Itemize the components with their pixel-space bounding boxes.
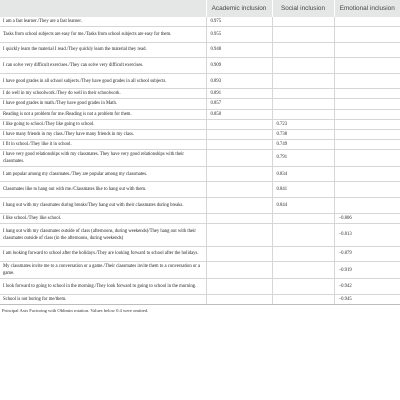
table-row <box>0 139 400 149</box>
table-row <box>0 279 400 295</box>
social-loading-cell <box>272 27 334 43</box>
table-row <box>0 119 400 129</box>
item-cell: My classmates invite me to a conversation or a game./Their classmates invite them to a conversation or a game. <box>0 262 206 279</box>
academic-loading-cell <box>206 223 272 246</box>
table-row <box>0 109 400 119</box>
emotional-loading-cell <box>334 119 400 129</box>
social-loading-cell <box>272 73 334 89</box>
emotional-loading-cell: −0.942 <box>334 279 400 295</box>
social-loading-cell <box>272 58 334 74</box>
social-loading-cell: 0.841 <box>272 182 334 198</box>
social-loading-cell <box>272 223 334 246</box>
item-cell: I have very good relationships with my classmates. They have very good relationships with their classmates. <box>0 149 206 166</box>
table-row <box>0 42 400 58</box>
item-cell: I am popular among my classmates./They are popular among my classmates. <box>0 166 206 182</box>
social-loading-cell <box>272 42 334 58</box>
emotional-loading-cell <box>334 129 400 139</box>
item-cell: I look forward to going to school in the morning./They look forward to going to school in the morning. <box>0 279 206 295</box>
table-row <box>0 27 400 43</box>
emotional-loading-cell: −0.945 <box>334 294 400 304</box>
emotional-loading-cell <box>334 17 400 27</box>
academic-loading-cell <box>206 262 272 279</box>
social-loading-cell: 0.791 <box>272 149 334 166</box>
table-row <box>0 197 400 213</box>
table-row <box>0 182 400 198</box>
table-row <box>0 213 400 223</box>
header-row <box>0 0 400 17</box>
academic-loading-cell: 0.955 <box>206 27 272 43</box>
social-loading-cell: 0.834 <box>272 166 334 182</box>
table-footnote: Principal Axis Factoring with Oblimin rotation. Values below 0.4 were omitted. <box>2 307 149 313</box>
table-row <box>0 129 400 139</box>
item-cell: I have many friends in my class./They have many friends in my class. <box>0 129 206 139</box>
social-loading-cell <box>272 17 334 27</box>
emotional-loading-cell: −0.879 <box>334 246 400 262</box>
academic-loading-cell: 0.975 <box>206 17 272 27</box>
academic-loading-cell: 0.850 <box>206 109 272 119</box>
item-cell: I like school./They like school. <box>0 213 206 223</box>
item-cell: I am a fast learner./They are a fast learner. <box>0 17 206 27</box>
academic-loading-cell: 0.891 <box>206 89 272 99</box>
social-loading-cell <box>272 99 334 109</box>
table-row <box>0 223 400 246</box>
emotional-loading-cell <box>334 139 400 149</box>
social-loading-cell <box>272 246 334 262</box>
item-cell: I have good grades in math./They have good grades in Math. <box>0 99 206 109</box>
academic-loading-cell <box>206 129 272 139</box>
header-social-inclusion: Social inclusion <box>272 0 334 17</box>
emotional-loading-cell <box>334 197 400 213</box>
item-cell: Classmates like to hang out with me./Classmates like to hang out with them. <box>0 182 206 198</box>
academic-loading-cell <box>206 119 272 129</box>
item-cell: I hang out with my classmates during breaks/They hang out with their classmates during breaks. <box>0 197 206 213</box>
emotional-loading-cell <box>334 27 400 43</box>
header-academic-inclusion: Academic inclusion <box>206 0 272 17</box>
emotional-loading-cell <box>334 149 400 166</box>
table-row <box>0 246 400 262</box>
academic-loading-cell <box>206 166 272 182</box>
table-row <box>0 58 400 74</box>
item-cell: School is not boring for me/them. <box>0 294 206 304</box>
table-row <box>0 262 400 279</box>
header-emotional-inclusion: Emotional inclusion <box>339 5 395 12</box>
social-loading-cell: 0.723 <box>272 119 334 129</box>
item-cell: I fit in school./They like it in school. <box>0 139 206 149</box>
social-loading-cell <box>272 262 334 279</box>
emotional-loading-cell <box>334 42 400 58</box>
item-cell: Reading is not a problem for me./Reading is not a problem for them. <box>0 109 206 119</box>
table-row <box>0 294 400 304</box>
social-loading-cell <box>272 89 334 99</box>
academic-loading-cell: 0.893 <box>206 73 272 89</box>
emotional-loading-cell: −0.813 <box>334 223 400 246</box>
emotional-loading-cell <box>334 89 400 99</box>
table-body <box>0 17 400 304</box>
item-cell: I have good grades in all school subjects./They have good grades in all school subjects. <box>0 73 206 89</box>
table-row <box>0 17 400 27</box>
social-loading-cell <box>272 109 334 119</box>
item-cell: I do well in my schoolwork./They do well in their schoolwork. <box>0 89 206 99</box>
social-loading-cell: 0.749 <box>272 139 334 149</box>
academic-loading-cell <box>206 139 272 149</box>
academic-loading-cell <box>206 197 272 213</box>
academic-loading-cell <box>206 279 272 295</box>
table-row <box>0 149 400 166</box>
emotional-loading-cell <box>334 182 400 198</box>
emotional-loading-cell <box>334 99 400 109</box>
academic-loading-cell <box>206 149 272 166</box>
emotional-loading-cell <box>334 73 400 89</box>
item-cell: I can solve very difficult exercises./They can solve very difficult exercises. <box>0 58 206 74</box>
table-row <box>0 166 400 182</box>
emotional-loading-cell <box>334 109 400 119</box>
item-cell: Tasks from school subjects are easy for me./Tasks from school subjects are easy for them. <box>0 27 206 43</box>
academic-loading-cell <box>206 294 272 304</box>
academic-loading-cell: 0.909 <box>206 58 272 74</box>
social-loading-cell <box>272 294 334 304</box>
item-cell: I quickly learn the material I read./They quickly learn the material they read. <box>0 42 206 58</box>
academic-loading-cell: 0.948 <box>206 42 272 58</box>
table-header <box>0 0 400 17</box>
academic-loading-cell <box>206 182 272 198</box>
social-loading-cell: 0.738 <box>272 129 334 139</box>
academic-loading-cell <box>206 213 272 223</box>
academic-loading-cell: 0.857 <box>206 99 272 109</box>
social-loading-cell: 0.844 <box>272 197 334 213</box>
item-cell: I like going to school./They like going to school. <box>0 119 206 129</box>
table-row <box>0 89 400 99</box>
social-loading-cell <box>272 279 334 295</box>
emotional-loading-cell: −0.806 <box>334 213 400 223</box>
social-loading-cell <box>272 213 334 223</box>
table-row <box>0 73 400 89</box>
emotional-loading-cell: −0.919 <box>334 262 400 279</box>
emotional-loading-cell <box>334 166 400 182</box>
emotional-loading-cell <box>334 58 400 74</box>
academic-loading-cell <box>206 246 272 262</box>
item-cell: I am looking forward to school after the holidays./They are looking forward to school after the holidays. <box>0 246 206 262</box>
item-cell: I hang out with my classmates outside of class (afternoons, during weekends)/They hang out with their classmates outside of class (in the afternoons, during weekends) <box>0 223 206 246</box>
table-row <box>0 99 400 109</box>
header-item <box>0 0 206 17</box>
